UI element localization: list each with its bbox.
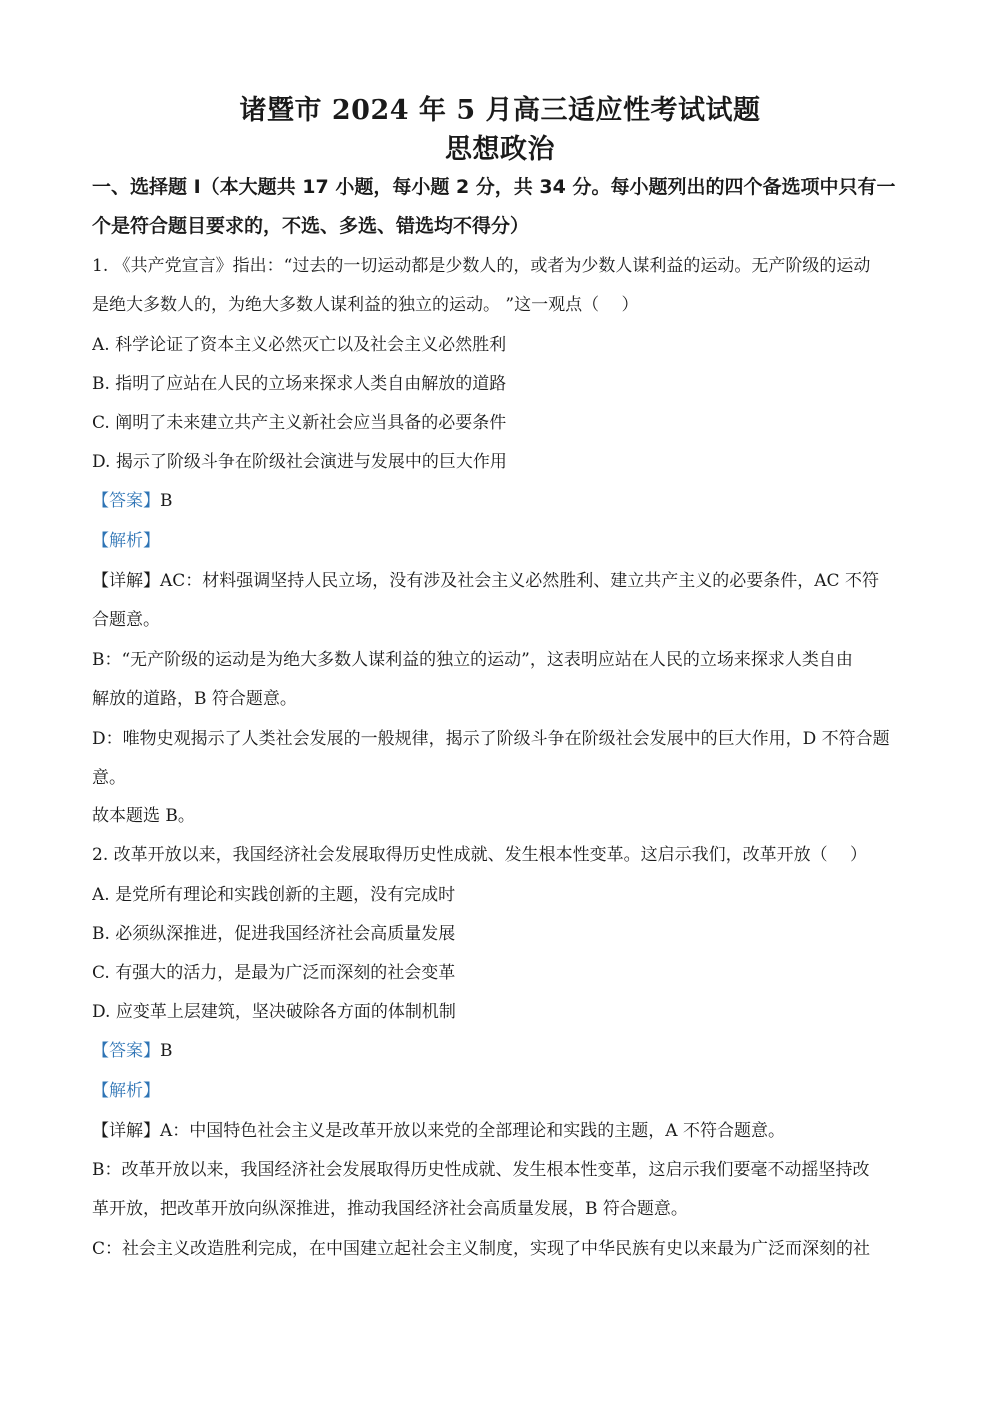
q1-detail-d-line-1: D：唯物史观揭示了人类社会发展的一般规律，揭示了阶级斗争在阶级社会发展中的巨大作用，D 不符合题 — [92, 729, 890, 749]
q1-stem-line-2: 是绝大多数人的，为绝大多数人谋利益的独立的运动。 ”这一观点（ ） — [92, 295, 639, 315]
q2-option-b: B. 必须纵深推进，促进我国经济社会高质量发展 — [92, 924, 456, 944]
q1-detail-tag: 【详解】 — [92, 571, 160, 591]
q2-detail-a — [92, 1116, 922, 1141]
q2-stem: 2. 改革开放以来，我国经济社会发展取得历史性成就、发生根本性变革。这启示我们，改革开放（ ） — [92, 845, 868, 865]
q2-answer — [92, 1036, 922, 1061]
q2-answer-tag: 【答案】 — [92, 1041, 160, 1061]
q2-detail-b-line-2: 革开放，把改革开放向纵深推进，推动我国经济社会高质量发展，B 符合题意。 — [92, 1199, 688, 1219]
q1-option-c: C. 阐明了未来建立共产主义新社会应当具备的必要条件 — [92, 413, 507, 433]
q1-answer-tag: 【答案】 — [92, 491, 160, 511]
q1-option-b: B. 指明了应站在人民的立场来探求人类自由解放的道路 — [92, 374, 507, 394]
q1-analysis-tag: 【解析】 — [92, 531, 160, 551]
exam-title: 诸暨市 2024 年 5 月高三适应性考试试题 — [239, 95, 761, 126]
q2-analysis — [92, 1076, 922, 1101]
q2-option-c: C. 有强大的活力，是最为广泛而深刻的社会变革 — [92, 963, 456, 983]
q2-answer-value: B — [160, 1041, 173, 1061]
q1-answer — [92, 486, 922, 511]
q1-detail-ac-text: AC：材料强调坚持人民立场，没有涉及社会主义必然胜利、建立共产主义的必要条件，AC 不符 — [160, 571, 879, 591]
q2-detail-b-line-1: B：改革开放以来，我国经济社会发展取得历史性成就、发生根本性变革，这启示我们要毫不动摇坚持改 — [92, 1160, 870, 1180]
q2-detail-a-text: A：中国特色社会主义是改革开放以来党的全部理论和实践的主题，A 不符合题意。 — [160, 1121, 785, 1141]
q1-answer-value: B — [160, 491, 173, 511]
q1-stem-line-1: 1. 《共产党宣言》指出：“过去的一切运动都是少数人的，或者为少数人谋利益的运动。无产阶级的运动 — [92, 256, 871, 276]
q1-detail-ac-line-1 — [92, 566, 922, 591]
q2-detail-c-line-1: C：社会主义改造胜利完成，在中国建立起社会主义制度，实现了中华民族有史以来最为广泛而深刻的社 — [92, 1239, 871, 1259]
q1-detail-ac-line-2: 合题意。 — [92, 610, 160, 630]
q1-detail-b-line-2: 解放的道路，B 符合题意。 — [92, 689, 297, 709]
q2-option-d: D. 应变革上层建筑，坚决破除各方面的体制机制 — [92, 1002, 456, 1022]
q1-analysis — [92, 526, 922, 551]
section-heading-line-1: 一、选择题 I（本大题共 17 小题，每小题 2 分，共 34 分。每小题列出的四个备选项中只有一 — [92, 176, 896, 198]
q2-option-a: A. 是党所有理论和实践创新的主题，没有完成时 — [92, 885, 456, 905]
q1-detail-b-line-1: B：“无产阶级的运动是为绝大多数人谋利益的独立的运动”，这表明应站在人民的立场来探求人类自由 — [92, 650, 853, 670]
q1-option-a: A. 科学论证了资本主义必然灭亡以及社会主义必然胜利 — [92, 335, 507, 355]
q2-analysis-tag: 【解析】 — [92, 1081, 160, 1101]
section-heading-line-2: 个是符合题目要求的，不选、多选、错选均不得分） — [92, 215, 530, 237]
q1-detail-d-line-2: 意。 — [92, 768, 126, 788]
q2-detail-tag: 【详解】 — [92, 1121, 160, 1141]
q1-option-d: D. 揭示了阶级斗争在阶级社会演进与发展中的巨大作用 — [92, 452, 507, 472]
q1-conclusion: 故本题选 B。 — [92, 806, 195, 826]
subject-title: 思想政治 — [445, 134, 555, 165]
